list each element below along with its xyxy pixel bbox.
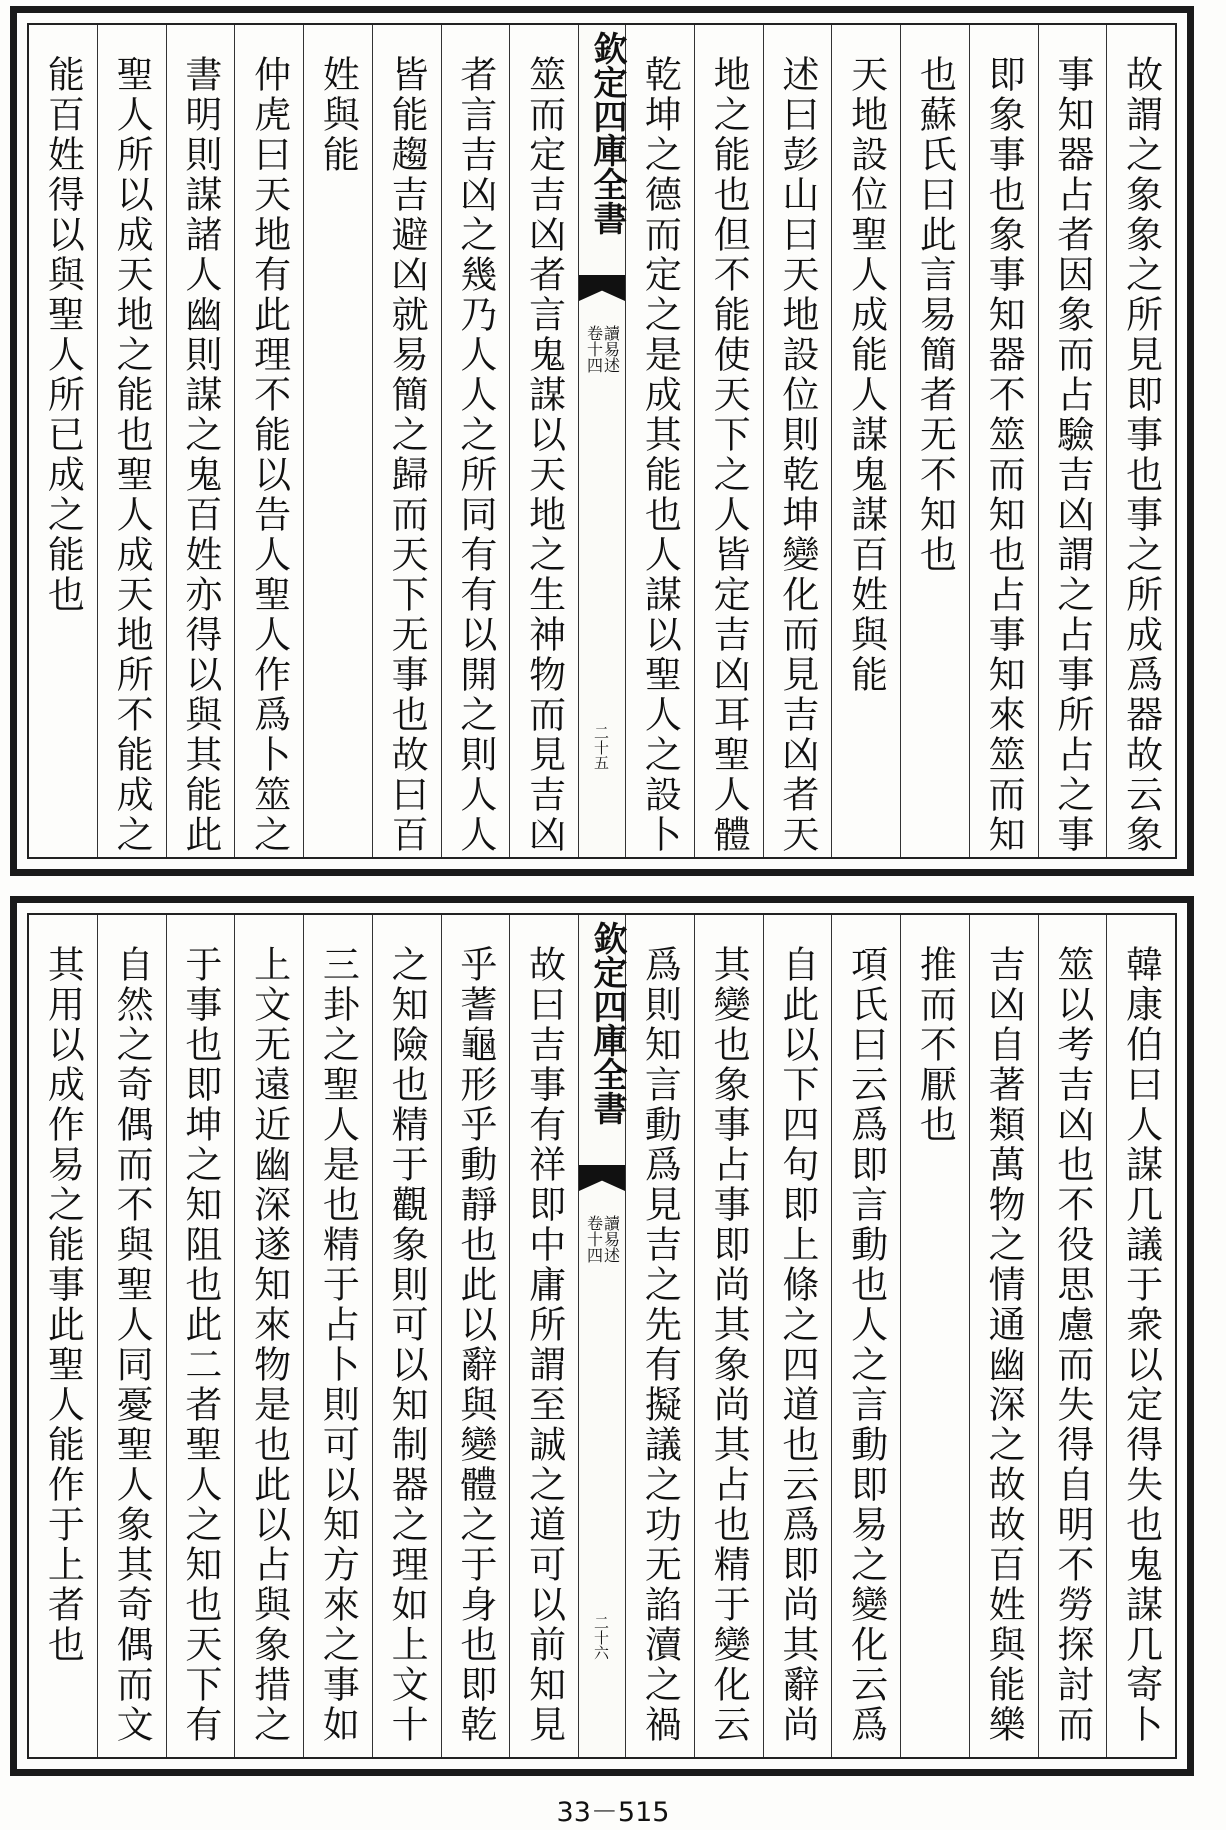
gutter-volume: 卷十四 xyxy=(584,1215,604,1263)
column-text: 上文无遠近幽深遂知來物是也此以占與象措之 xyxy=(247,945,291,1745)
column-text: 皆能趨吉避凶就易簡之歸而天下无事也故曰百 xyxy=(385,55,429,855)
text-column xyxy=(1106,915,1175,1757)
fish-tail-mark-icon xyxy=(579,275,625,301)
text-column xyxy=(97,25,166,857)
column-text: 地之能也但不能使天下之人皆定吉凶耳聖人體 xyxy=(707,55,751,855)
column-text: 天地設位聖人成能人謀鬼謀百姓與能 xyxy=(844,55,888,695)
text-column xyxy=(969,915,1038,1757)
column-text: 其變也象事占事即尚其象尚其占也精于變化云 xyxy=(707,945,751,1745)
text-column xyxy=(694,915,763,1757)
top-page-frame xyxy=(27,23,1177,859)
text-column xyxy=(303,915,372,1757)
text-column xyxy=(625,25,694,857)
gutter-book-info xyxy=(581,325,623,435)
text-column xyxy=(763,915,832,1757)
text-column xyxy=(900,915,969,1757)
gutter-book-info xyxy=(581,1215,623,1325)
column-text: 故曰吉事有祥即中庸所謂至誠之道可以前知見 xyxy=(522,945,566,1745)
column-text: 也蘇氏曰此言易簡者无不知也 xyxy=(913,55,957,575)
column-text: 三卦之聖人是也精于占卜則可以知方來之事如 xyxy=(316,945,360,1745)
text-column xyxy=(694,25,763,857)
column-text: 其用以成作易之能事此聖人能作于上者也 xyxy=(41,945,85,1665)
gutter-folio: 二十五 xyxy=(592,725,610,770)
text-column xyxy=(372,915,441,1757)
text-column xyxy=(97,915,166,1757)
column-text: 自此以下四句即上條之四道也云爲即尚其辭尚 xyxy=(775,945,819,1745)
column-text: 即象事也象事知器不筮而知也占事知來筮而知 xyxy=(982,55,1026,855)
column-text: 故謂之象象之所見即事也事之所成爲器故云象 xyxy=(1119,55,1163,855)
column-text: 筮以考吉凶也不役思慮而失得自明不勞探討而 xyxy=(1050,945,1094,1745)
text-column xyxy=(900,25,969,857)
page-number: 33－515 xyxy=(556,1797,670,1828)
column-text: 推而不厭也 xyxy=(913,945,957,1145)
column-text: 姓與能 xyxy=(316,55,360,175)
column-text: 筮而定吉凶者言鬼謀以天地之生神物而見吉凶 xyxy=(522,55,566,855)
column-text: 者言吉凶之幾乃人人之所同有有以開之則人人 xyxy=(453,55,497,855)
center-gutter xyxy=(578,915,625,1757)
text-column xyxy=(763,25,832,857)
text-column xyxy=(831,915,900,1757)
text-column xyxy=(441,25,510,857)
text-column xyxy=(441,915,510,1757)
column-text: 仲虎曰天地有此理不能以告人聖人作爲卜筮之 xyxy=(247,55,291,855)
column-text: 述曰彭山曰天地設位則乾坤變化而見吉凶者天 xyxy=(775,55,819,855)
top-page xyxy=(10,6,1194,876)
text-column xyxy=(29,915,97,1757)
text-column xyxy=(1038,915,1107,1757)
gutter-folio: 二十六 xyxy=(592,1615,610,1660)
text-column xyxy=(831,25,900,857)
text-column xyxy=(166,25,235,857)
fish-tail-mark-icon xyxy=(579,1165,625,1191)
column-text: 于事也即坤之知阻也此二者聖人之知也天下有 xyxy=(178,945,222,1745)
bottom-page xyxy=(10,896,1194,1776)
text-column xyxy=(1106,25,1175,857)
text-column xyxy=(625,915,694,1757)
gutter-title: 欽定四庫全書 xyxy=(587,31,627,235)
column-text: 書明則謀諸人幽則謀之鬼百姓亦得以與其能此 xyxy=(178,55,222,855)
text-column xyxy=(234,25,303,857)
text-column xyxy=(29,25,97,857)
text-column xyxy=(372,25,441,857)
text-column xyxy=(969,25,1038,857)
column-text: 爲則知言動爲見吉之先有擬議之功无諂瀆之禍 xyxy=(638,945,682,1745)
center-gutter xyxy=(578,25,625,857)
text-column xyxy=(1038,25,1107,857)
gutter-book-title: 讀易述 xyxy=(601,325,621,373)
column-text: 韓康伯曰人謀几議于衆以定得失也鬼謀几寄卜 xyxy=(1119,945,1163,1745)
gutter-title: 欽定四庫全書 xyxy=(587,921,627,1125)
column-text: 自然之奇偶而不與聖人同憂聖人象其奇偶而文 xyxy=(110,945,154,1745)
text-column xyxy=(166,915,235,1757)
column-text: 乎蓍龜形乎動靜也此以辭與變體之于身也即乾 xyxy=(453,945,497,1745)
text-column xyxy=(509,25,578,857)
bottom-page-frame xyxy=(27,913,1177,1759)
gutter-volume: 卷十四 xyxy=(584,325,604,373)
column-text: 事知器占者因象而占驗吉凶謂之占事所占之事 xyxy=(1050,55,1094,855)
text-column xyxy=(303,25,372,857)
text-column xyxy=(509,915,578,1757)
column-text: 能百姓得以與聖人所已成之能也 xyxy=(41,55,85,615)
column-text: 聖人所以成天地之能也聖人成天地所不能成之 xyxy=(110,55,154,855)
column-text: 項氏曰云爲即言動也人之言動即易之變化云爲 xyxy=(844,945,888,1745)
gutter-book-title: 讀易述 xyxy=(601,1215,621,1263)
text-column xyxy=(234,915,303,1757)
column-text: 吉凶自著類萬物之情通幽深之故故百姓與能樂 xyxy=(982,945,1026,1745)
column-text: 之知險也精于觀象則可以知制器之理如上文十 xyxy=(385,945,429,1745)
column-text: 乾坤之德而定之是成其能也人謀以聖人之設卜 xyxy=(638,55,682,855)
